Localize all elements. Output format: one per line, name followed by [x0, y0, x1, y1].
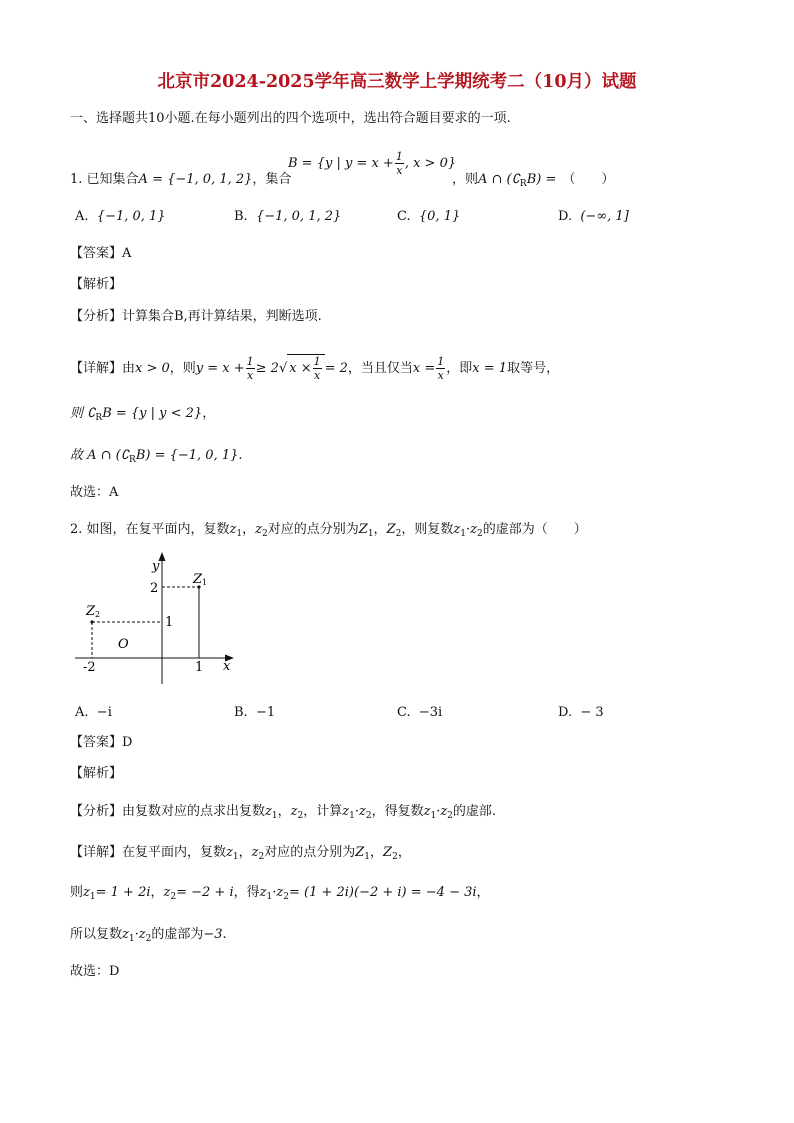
intersection-expr: 故 A ∩ (∁ — [70, 448, 130, 463]
fraction-numerator: 1 — [246, 355, 254, 368]
detail-text: 【详解】在复平面内，复数 — [70, 845, 227, 860]
complement-sub: R — [129, 455, 136, 465]
detail-then: ，则 — [169, 361, 196, 376]
q2-comma: ， — [373, 522, 387, 537]
detail-text: 所以复数 — [70, 927, 123, 942]
punct: ， — [202, 406, 216, 421]
q1-expr: A ∩ (∁ — [478, 172, 520, 187]
origin-label: O — [118, 637, 129, 652]
z2: z — [290, 804, 298, 819]
tick-label-x1: 1 — [195, 660, 204, 675]
z1: z — [83, 885, 90, 900]
q2-text: 2. 如图，在复平面内，复数 — [70, 522, 230, 537]
fraction-denominator: x — [247, 369, 254, 382]
fenxi-text: ，得复数 — [371, 804, 424, 819]
q1-choose: 故选：A — [70, 485, 119, 500]
tick-label-1: 1 — [165, 615, 174, 630]
formula-part: = 2 — [324, 361, 348, 376]
z2: z — [138, 927, 146, 942]
fenxi-text: 【分析】由复数对应的点求出复数 — [70, 804, 266, 819]
option-label: C. — [397, 705, 411, 720]
punct: . — [238, 448, 243, 463]
set-b-left: B = {y | y = x + — [288, 156, 394, 171]
imaginary-part: −3 — [203, 927, 223, 942]
detail-text: 则 — [70, 885, 84, 900]
q1-expr-sub: R — [519, 179, 527, 189]
y-axis-label: y — [152, 559, 160, 574]
detail-text: ，即 — [446, 361, 473, 376]
z1-value: = 1 + 2i — [95, 885, 151, 900]
eq-fraction — [436, 355, 445, 382]
q2-option-a — [75, 704, 112, 722]
q1-detail-line-1 — [70, 354, 559, 382]
q2-detail-line-2: 则$z_1= 1 + 2i$，$z_2= -2 + i$，得$z_1\cdot z_2= (1 + 2i)(-2 + i) = -4 - 3i$， — [70, 885, 490, 902]
detail-label: 【详解】由 — [70, 361, 136, 376]
q1-option-b — [234, 208, 341, 226]
option-label: A. — [75, 209, 89, 224]
complement-sub: R — [95, 413, 103, 423]
z2: z — [276, 885, 284, 900]
z1: z — [226, 845, 233, 860]
q2-option-d — [558, 704, 604, 722]
z1: z — [453, 522, 461, 537]
q2-detail-line-1: 【详解】在复平面内，复数$z_1$，$z_2$对应的点分别为$Z_1$，$Z_2$， — [70, 845, 411, 862]
option-value: {−1, 0, 1} — [96, 209, 166, 224]
page-title: 北京市2024-2025学年高三数学上学期统考二（10月）试题 — [157, 72, 637, 92]
z2: z — [255, 522, 263, 537]
option-label: C. — [397, 209, 411, 224]
option-value: −i — [96, 705, 112, 720]
option-value: −1 — [255, 705, 276, 720]
q2-answer: 【答案】D — [70, 735, 133, 750]
q2-text4: 的虚部为（ ） — [482, 522, 587, 537]
section-heading: 一、选择题共10小题.在每小题列出的四个选项中，选出符合题目要求的一项. — [70, 111, 511, 126]
option-label: B. — [234, 209, 248, 224]
detail-text: ，得 — [233, 885, 260, 900]
z1: z — [342, 804, 350, 819]
z2: z — [470, 522, 477, 537]
tick-label-2: 2 — [150, 581, 159, 596]
z1: z — [122, 927, 129, 942]
question-1-stem — [70, 171, 291, 189]
z2: z — [358, 804, 366, 819]
Z2: Z — [386, 522, 396, 537]
q2-fenxi: 【分析】由复数对应的点求出复数$z_1$，$z_2$，计算$z_1\cdot z_2$，得复数$z_1\cdot z_2$的虚部. — [70, 804, 497, 821]
detail-text: ，当且仅当 — [347, 361, 413, 376]
formula-part: y = x + — [195, 361, 245, 376]
complex-plane-figure — [72, 550, 242, 690]
comma: ， — [150, 885, 164, 900]
formula-fraction — [246, 355, 255, 382]
option-label: B. — [234, 705, 248, 720]
fenxi-text: ，计算 — [303, 804, 343, 819]
detail-eq: x = — [412, 361, 436, 376]
q1-option-c — [397, 208, 460, 226]
q1-prefix: 1. 已知集合 — [70, 172, 139, 187]
y-axis-arrow — [159, 552, 166, 561]
detail-eq2: x = 1 — [472, 361, 508, 376]
Z1: Z — [355, 845, 365, 860]
comma: ， — [277, 804, 291, 819]
fraction-numerator: 1 — [395, 150, 403, 163]
q1-option-d — [558, 208, 629, 226]
set-b-definition — [288, 150, 456, 177]
fraction-numerator: 1 — [313, 355, 321, 368]
option-value: (−∞, 1] — [580, 209, 629, 224]
z2-label: Z — [86, 604, 96, 619]
q2-option-c — [397, 704, 442, 722]
set-a: A = {−1, 0, 1, 2} — [138, 172, 253, 187]
product-value: = (1 + 2i)(−2 + i) = −4 − 3i — [288, 885, 477, 900]
sqrt-sign: √ — [278, 361, 288, 376]
q2-option-b — [234, 704, 275, 722]
q1-fenxi: 【分析】计算集合B,再计算结果，判断选项. — [70, 309, 322, 324]
z2-label-sub: 2 — [95, 610, 101, 619]
Z1: Z — [358, 522, 368, 537]
z1: z — [229, 522, 237, 537]
z2-value: = −2 + i — [176, 885, 234, 900]
x-axis-label: x — [223, 659, 231, 674]
z1: z — [259, 885, 267, 900]
q1-detail-line-3 — [70, 447, 243, 469]
z2: z — [440, 804, 448, 819]
comma: ， — [238, 845, 252, 860]
Z2: Z — [383, 845, 393, 860]
q1-then: ，则 — [452, 172, 479, 187]
comma: ， — [370, 845, 384, 860]
set-b-right: , x > 0} — [404, 156, 457, 171]
set-b-fraction — [395, 150, 404, 177]
fraction-denominator: x — [437, 369, 444, 382]
detail-condition: x > 0 — [135, 361, 170, 376]
q2-detail-line-3: 所以复数$z_1\cdot z_2$的虚部为−3. — [70, 927, 227, 944]
q1-jiexi: 【解析】 — [70, 277, 123, 292]
z1: z — [265, 804, 272, 819]
complement-result: B = {y | y < 2} — [102, 406, 203, 421]
option-label: D. — [558, 209, 573, 224]
option-label: D. — [558, 705, 573, 720]
option-value: {−1, 0, 1, 2} — [255, 209, 342, 224]
q2-comma: ， — [242, 522, 256, 537]
question-2-stem: 2. 如图，在复平面内，复数$z_1$，$z_2$对应的点分别为$Z_1$，$Z_2$，则复数$z_1\cdot z_2$的虚部为（ ） — [70, 522, 587, 539]
q1-expression — [452, 171, 614, 193]
z2: z — [163, 885, 171, 900]
q1-answer: 【答案】A — [70, 246, 132, 261]
z2: z — [251, 845, 259, 860]
z1: z — [423, 804, 431, 819]
z1-label-sub: 1 — [202, 578, 208, 587]
point-z2 — [90, 620, 93, 623]
q1-mid: ，集合 — [252, 172, 292, 187]
sqrt-fraction — [313, 355, 322, 382]
q1-option-a — [75, 208, 166, 226]
q2-text3: ，则复数 — [401, 522, 454, 537]
sqrt-part: x × — [289, 361, 312, 376]
z1-label: Z — [193, 572, 203, 587]
sqrt-content — [287, 354, 324, 382]
option-label: A. — [75, 705, 89, 720]
q2-jiexi: 【解析】 — [70, 766, 123, 781]
option-value: −3i — [418, 705, 443, 720]
option-value: − 3 — [580, 705, 604, 720]
fraction-denominator: x — [396, 164, 403, 177]
fenxi-text: 的虚部. — [452, 804, 497, 819]
q2-text2: 对应的点分别为 — [267, 522, 359, 537]
detail-text: 的虚部为 — [151, 927, 204, 942]
option-value: {0, 1} — [418, 209, 461, 224]
comma: ， — [476, 885, 490, 900]
intersection-result: B) = {−1, 0, 1} — [135, 448, 239, 463]
q2-choose: 故选：D — [70, 964, 120, 979]
tick-label-neg2: -2 — [83, 660, 96, 675]
complement-symbol: 则 ∁ — [70, 406, 96, 421]
fraction-numerator: 1 — [437, 355, 445, 368]
q1-detail-line-2 — [70, 405, 215, 427]
formula-part: ≥ 2 — [255, 361, 279, 376]
detail-text: 取等号， — [507, 361, 560, 376]
fraction-denominator: x — [314, 369, 321, 382]
answer-blank: （ ） — [562, 172, 615, 187]
comma: ， — [397, 845, 411, 860]
q1-expr-end: B) = — [526, 172, 557, 187]
detail-text: 对应的点分别为 — [264, 845, 356, 860]
